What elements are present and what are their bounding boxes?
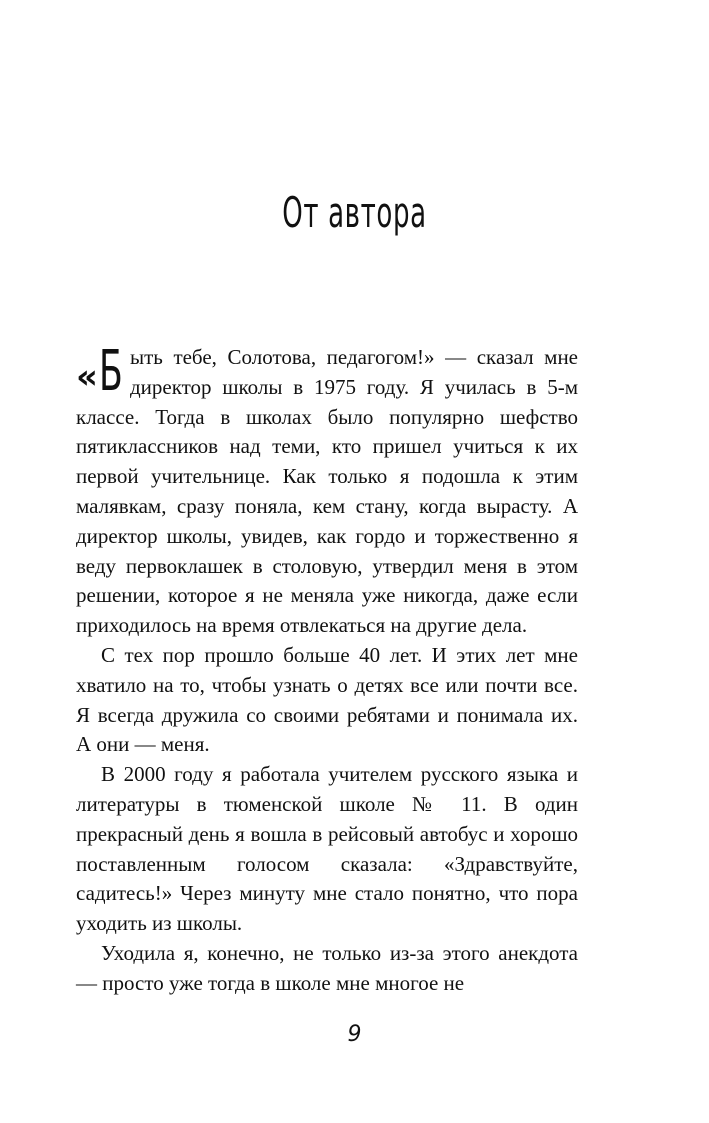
paragraph-2: С тех пор прошло больше 40 лет. И этих лет мне хватило на то, чтобы узнать о детях все или почти все. Я всегда дружила со своими ребятами и понимала их. А они — меня. [76,642,578,757]
paragraph-3: В 2000 году я работала учителем русского языка и литературы в тюменской школе № 11. В один прекрасный день я вошла в рейсовый автобус и хорошо поставленным голосом сказала: «Здравствуйте, садитесь!» Через минуту мне стало понятно, что пора уходить из школы. [76,762,578,936]
drop-cap [76,339,123,404]
paragraph-4: Уходила я, конечно, не только из-за этого анекдота — просто уже тогда в школе мне многое не [76,940,578,995]
body-text [76,339,578,999]
paragraph-1 [76,339,578,641]
page-number: 9 [347,1022,362,1047]
drop-cap-quote: « [76,357,98,397]
paragraph-1-text: ыть тебе, Солотова, педагогом!» — сказал мне директор школы в 1975 году. Я училась в 5-м классе. Тогда в школах было популярно шефство пятиклассников над теми, кто пришел учиться к их первой учительнице. Как только я подошла к этим малявкам, сразу поняла, кем стану, когда вырасту. А директор школы, увидев, как гордо и торжественно я веду первоклашек в столовую, утвердил меня в этом решении, которое я не меняла уже никогда, даже если приходилось на время отвлекаться на другие дела. [76,345,578,638]
drop-cap-letter: Б [98,339,123,404]
chapter-title: От автора [282,188,427,237]
